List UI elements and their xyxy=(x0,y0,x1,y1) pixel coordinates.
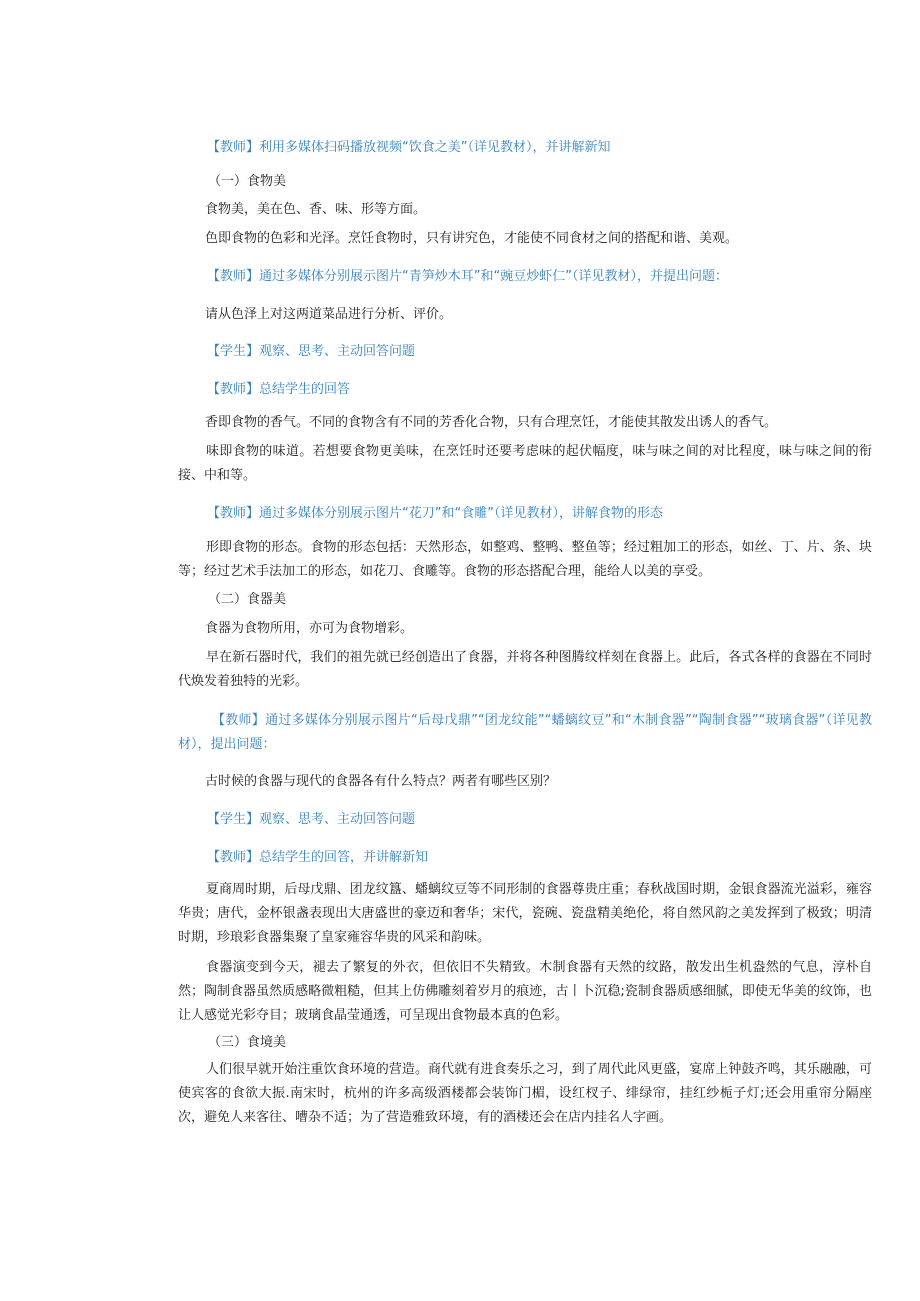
teacher-note-video: 【教师】利用多媒体扫码播放视频“饮食之美”（详见教材），并讲解新知 xyxy=(207,140,611,155)
teacher-note-images-2: 【教师】通过多媒体分别展示图片“花刀”和“食雕”（详见教材），讲解食物的形态 xyxy=(207,506,663,521)
teacher-summary-1: 【教师】总结学生的回答 xyxy=(207,382,351,397)
teacher-note-images-1: 【教师】通过多媒体分别展示图片“青笋炒木耳”和“豌豆炒虾仁”（详见教材），并提出问题： xyxy=(207,269,728,284)
student-note-2: 【学生】观察、思考、主动回答问题 xyxy=(207,812,416,827)
paragraph-environment: 人们很早就开始注重饮食环境的营造。商代就有进食奏乐之习，到了周代此风更盛，宴席上钟鼓齐鸣，其乐融融，可使宾客的食欲大振.南宋时，杭州的许多高级酒楼都会装饰门楣，设红杈子、绯绿帘，挂红纱栀子灯;还会用重帘分隔座次，避免人来客往、嘈杂不适；为了营造雅致环境，有的酒楼还会在店内挂名人字画。 xyxy=(178,1062,872,1125)
section-heading-vessel: （二）食器美 xyxy=(208,592,287,607)
paragraph-shape: 形即食物的形态。食物的形态包括：天然形态，如整鸡、整鸭、整鱼等；经过粗加工的形态，如丝、丁、片、条、块等；经过艺术手法加工的形态，如花刀、食雕等。食物的形态搭配合理，能给人以美的享受。 xyxy=(178,540,872,579)
paragraph-vessel-dynasties: 夏商周时期，后母戊鼎、团龙纹簋、蟠螭纹豆等不同形制的食器尊贵庄重；春秋战国时期，金银食器流光溢彩，雍容华贵；唐代，金杯银盏表现出大唐盛世的豪迈和奢华；宋代，瓷碗、瓷盘精美绝伦，将自然风韵之美发挥到了极致；明清时期，珍琅彩食器集聚了皇家雍容华贵的风采和韵味。 xyxy=(178,882,872,945)
paragraph-aroma: 香即食物的香气。不同的食物含有不同的芳香化合物，只有合理烹饪，才能使其散发出诱人的香气。 xyxy=(205,415,778,430)
section-heading-food: （一）食物美 xyxy=(208,174,287,189)
paragraph-taste: 味即食物的味道。若想要食物更美味，在烹饪时还要考虑味的起伏幅度，味与味之间的对比程度，味与味之间的衔接、中和等。 xyxy=(178,444,872,483)
paragraph-color: 色即食物的色彩和光泽。烹饪食物时，只有讲究色，才能使不同食材之间的搭配和谐、美观。 xyxy=(205,231,739,246)
section-heading-environment: （三）食境美 xyxy=(208,1035,287,1050)
paragraph-vessel-history: 早在新石器时代，我们的祖先就已经创造出了食器，并将各种图腾纹样刻在食器上。此后，各式各样的食器在不同时代焕发着独特的光彩。 xyxy=(178,650,872,689)
question-color: 请从色泽上对这两道菜品进行分析、评价。 xyxy=(205,307,453,322)
paragraph-food-beauty: 食物美，美在色、香、味、形等方面。 xyxy=(205,202,427,217)
teacher-note-images-3: 【教师】通过多媒体分别展示图片“后母戊鼎”“团龙纹能”“蟠螭纹豆”和“木制食器”“陶制食器”“玻璃食器”（详见教材），提出问题： xyxy=(178,713,872,752)
student-note-1: 【学生】观察、思考、主动回答问题 xyxy=(207,344,416,359)
question-vessel: 古时候的食器与现代的食器各有什么特点？两者有哪些区别？ xyxy=(205,774,557,789)
paragraph-vessel-intro: 食器为食物所用，亦可为食物增彩。 xyxy=(205,621,414,636)
paragraph-vessel-modern: 食器演变到今天，褪去了繁复的外衣，但依旧不失精致。木制食器有天然的纹路，散发出生机盎然的气息，淳朴自然；陶制食器虽然质感略微粗糙，但其上仿佛雕刻着岁月的痕迹，古丨卜沉稳;瓷制食器质感细腻，即使无华美的纹饰，也让人感觉光彩夺目；玻璃食晶莹通透，可呈现出食物最本真的色彩。 xyxy=(178,960,872,1023)
teacher-summary-2: 【教师】总结学生的回答，并讲解新知 xyxy=(207,850,429,865)
